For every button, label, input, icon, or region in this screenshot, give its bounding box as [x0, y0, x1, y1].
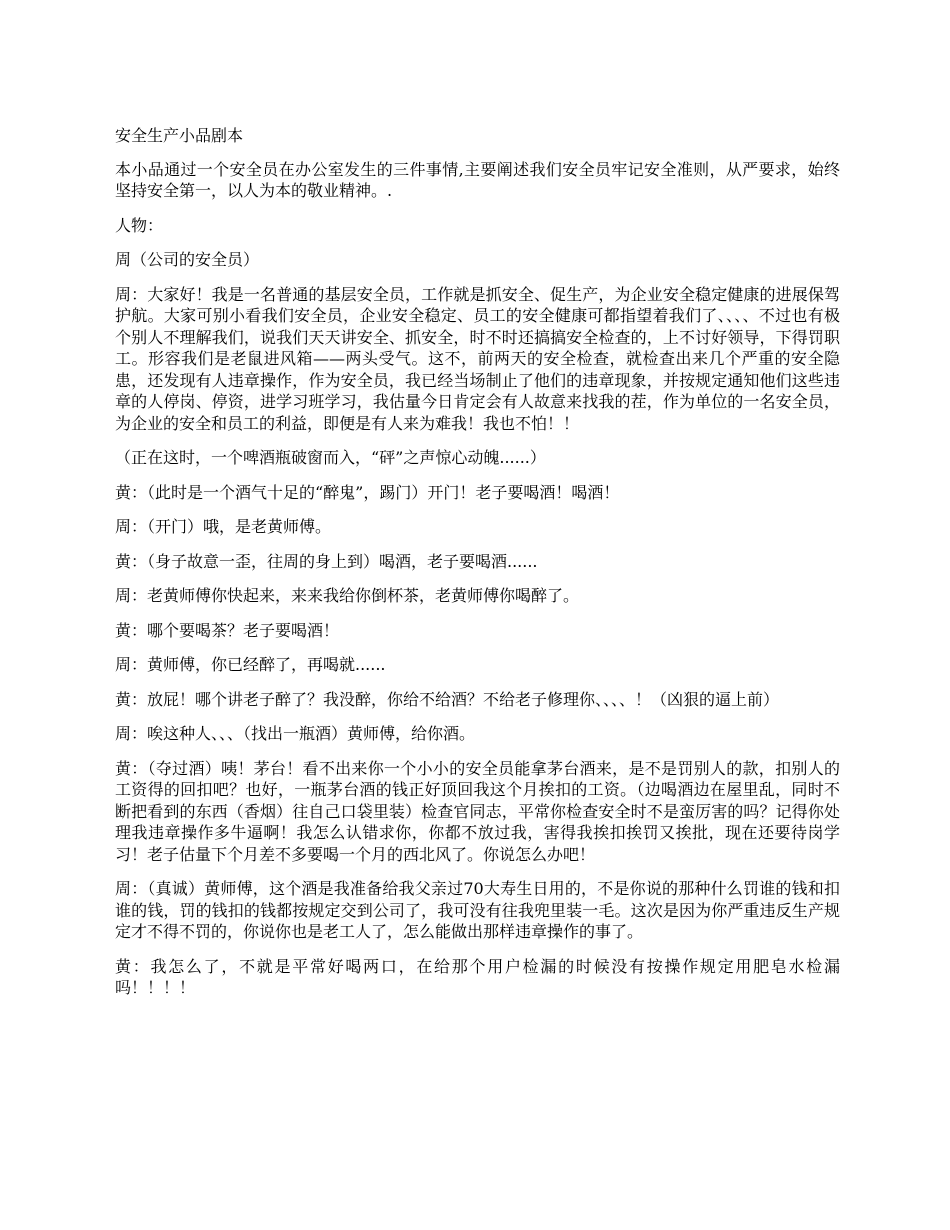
- paragraph-dialogue: 周：（开门）哦，是老黄师傅。: [115, 517, 332, 536]
- document-page: [115, 125, 840, 1012]
- paragraph-stage-direction: （正在这时，一个啤酒瓶破窗而入，“砰”之声惊心动魄......）: [115, 448, 546, 467]
- paragraph-characters-heading: 人物：: [115, 215, 164, 235]
- paragraph-dialogue: 黄：（身子故意一歪，往周的身上到）喝酒，老子要喝酒......: [115, 551, 538, 571]
- paragraph-character-zhou: 周（公司的安全员）: [115, 250, 260, 269]
- paragraph-dialogue: 黄：（夺过酒）咦！茅台！看不出来你一个小小的安全员能拿茅台酒来，是不是罚别人的款，扣别人的工资得的回扣吧？也好，一瓶茅台酒的钱正好顶回我这个月挨扣的工资。（边喝酒边在屋里乱，同时不断把看到的东西（香烟）往自己口袋里装）检查官同志，平常你检查安全时不是蛮厉害的吗？记得你处理我违章操作多牛逼啊！我怎么认错求你，你都不放过我，害得我挨扣挨罚又挨批，现在还要待岗学习！老子估量下个月差不多要喝一个月的西北风了。你说怎么办吧！: [115, 758, 840, 864]
- paragraph-dialogue: 周：唉这种人、、、（找出一瓶酒）黄师傅，给你酒。: [115, 724, 476, 743]
- paragraph-dialogue: 黄：放屁！哪个讲老子醉了？我没醉，你给不给酒？不给老子修理你、、、、！（凶狠的逼上前）: [115, 689, 780, 709]
- document-title: 安全生产小品剧本: [115, 126, 244, 145]
- paragraph-dialogue: 黄：（此时是一个酒气十足的“醉鬼”，踢门）开门！老子要喝酒！喝酒！: [115, 482, 620, 502]
- paragraph-dialogue: 黄：哪个要喝茶？老子要喝酒！: [115, 620, 340, 640]
- paragraph-dialogue: 周：（真诚）黄师傅，这个酒是我准备给我父亲过70大寿生日用的，不是你说的那种什么罚谁的钱和扣谁的钱，罚的钱扣的钱都按规定交到公司了，我可没有往我兜里装一毛。这次是因为你严重违反生产规定才不得不罚的，你说你也是老工人了，怎么能做出那样违章操作的事了。: [115, 879, 840, 941]
- paragraph-intro: 本小品通过一个安全员在办公室发生的三件事情,主要阐述我们安全员牢记安全准则，从严要求，始终坚持安全第一，以人为本的敬业精神。.: [115, 159, 840, 200]
- paragraph-dialogue: 周：老黄师傅你快起来，来来我给你倒杯茶，老黄师傅你喝醉了。: [115, 586, 580, 605]
- paragraph-dialogue: 黄：我怎么了，不就是平常好喝两口，在给那个用户检漏的时候没有按操作规定用肥皂水检漏吗！！！！: [115, 956, 840, 997]
- paragraph-dialogue: 周：黄师傅，你已经醉了，再喝就......: [115, 655, 386, 674]
- paragraph-zhou-monologue: 周：大家好！我是一名普通的基层安全员，工作就是抓安全、促生产，为企业安全稳定健康的进展保驾护航。大家可别小看我们安全员，企业安全稳定、员工的安全健康可都指望着我们了、、、、不过也有极个别人不理解我们，说我们天天讲安全、抓安全，时不时还搞搞安全检查的，上不讨好领导，下得罚职工。形容我们是老鼠进风箱——两头受气。这不，前两天的安全检查，就检查出来几个严重的安全隐患，还发现有人违章操作，作为安全员，我已经当场制止了他们的违章现象，并按规定通知他们这些违章的人停岗、停资，进学习班学习，我估量今日肯定会有人故意来找我的茬，作为单位的一名安全员，为企业的安全和员工的利益，即便是有人来为难我！我也不怕！！: [115, 284, 840, 433]
